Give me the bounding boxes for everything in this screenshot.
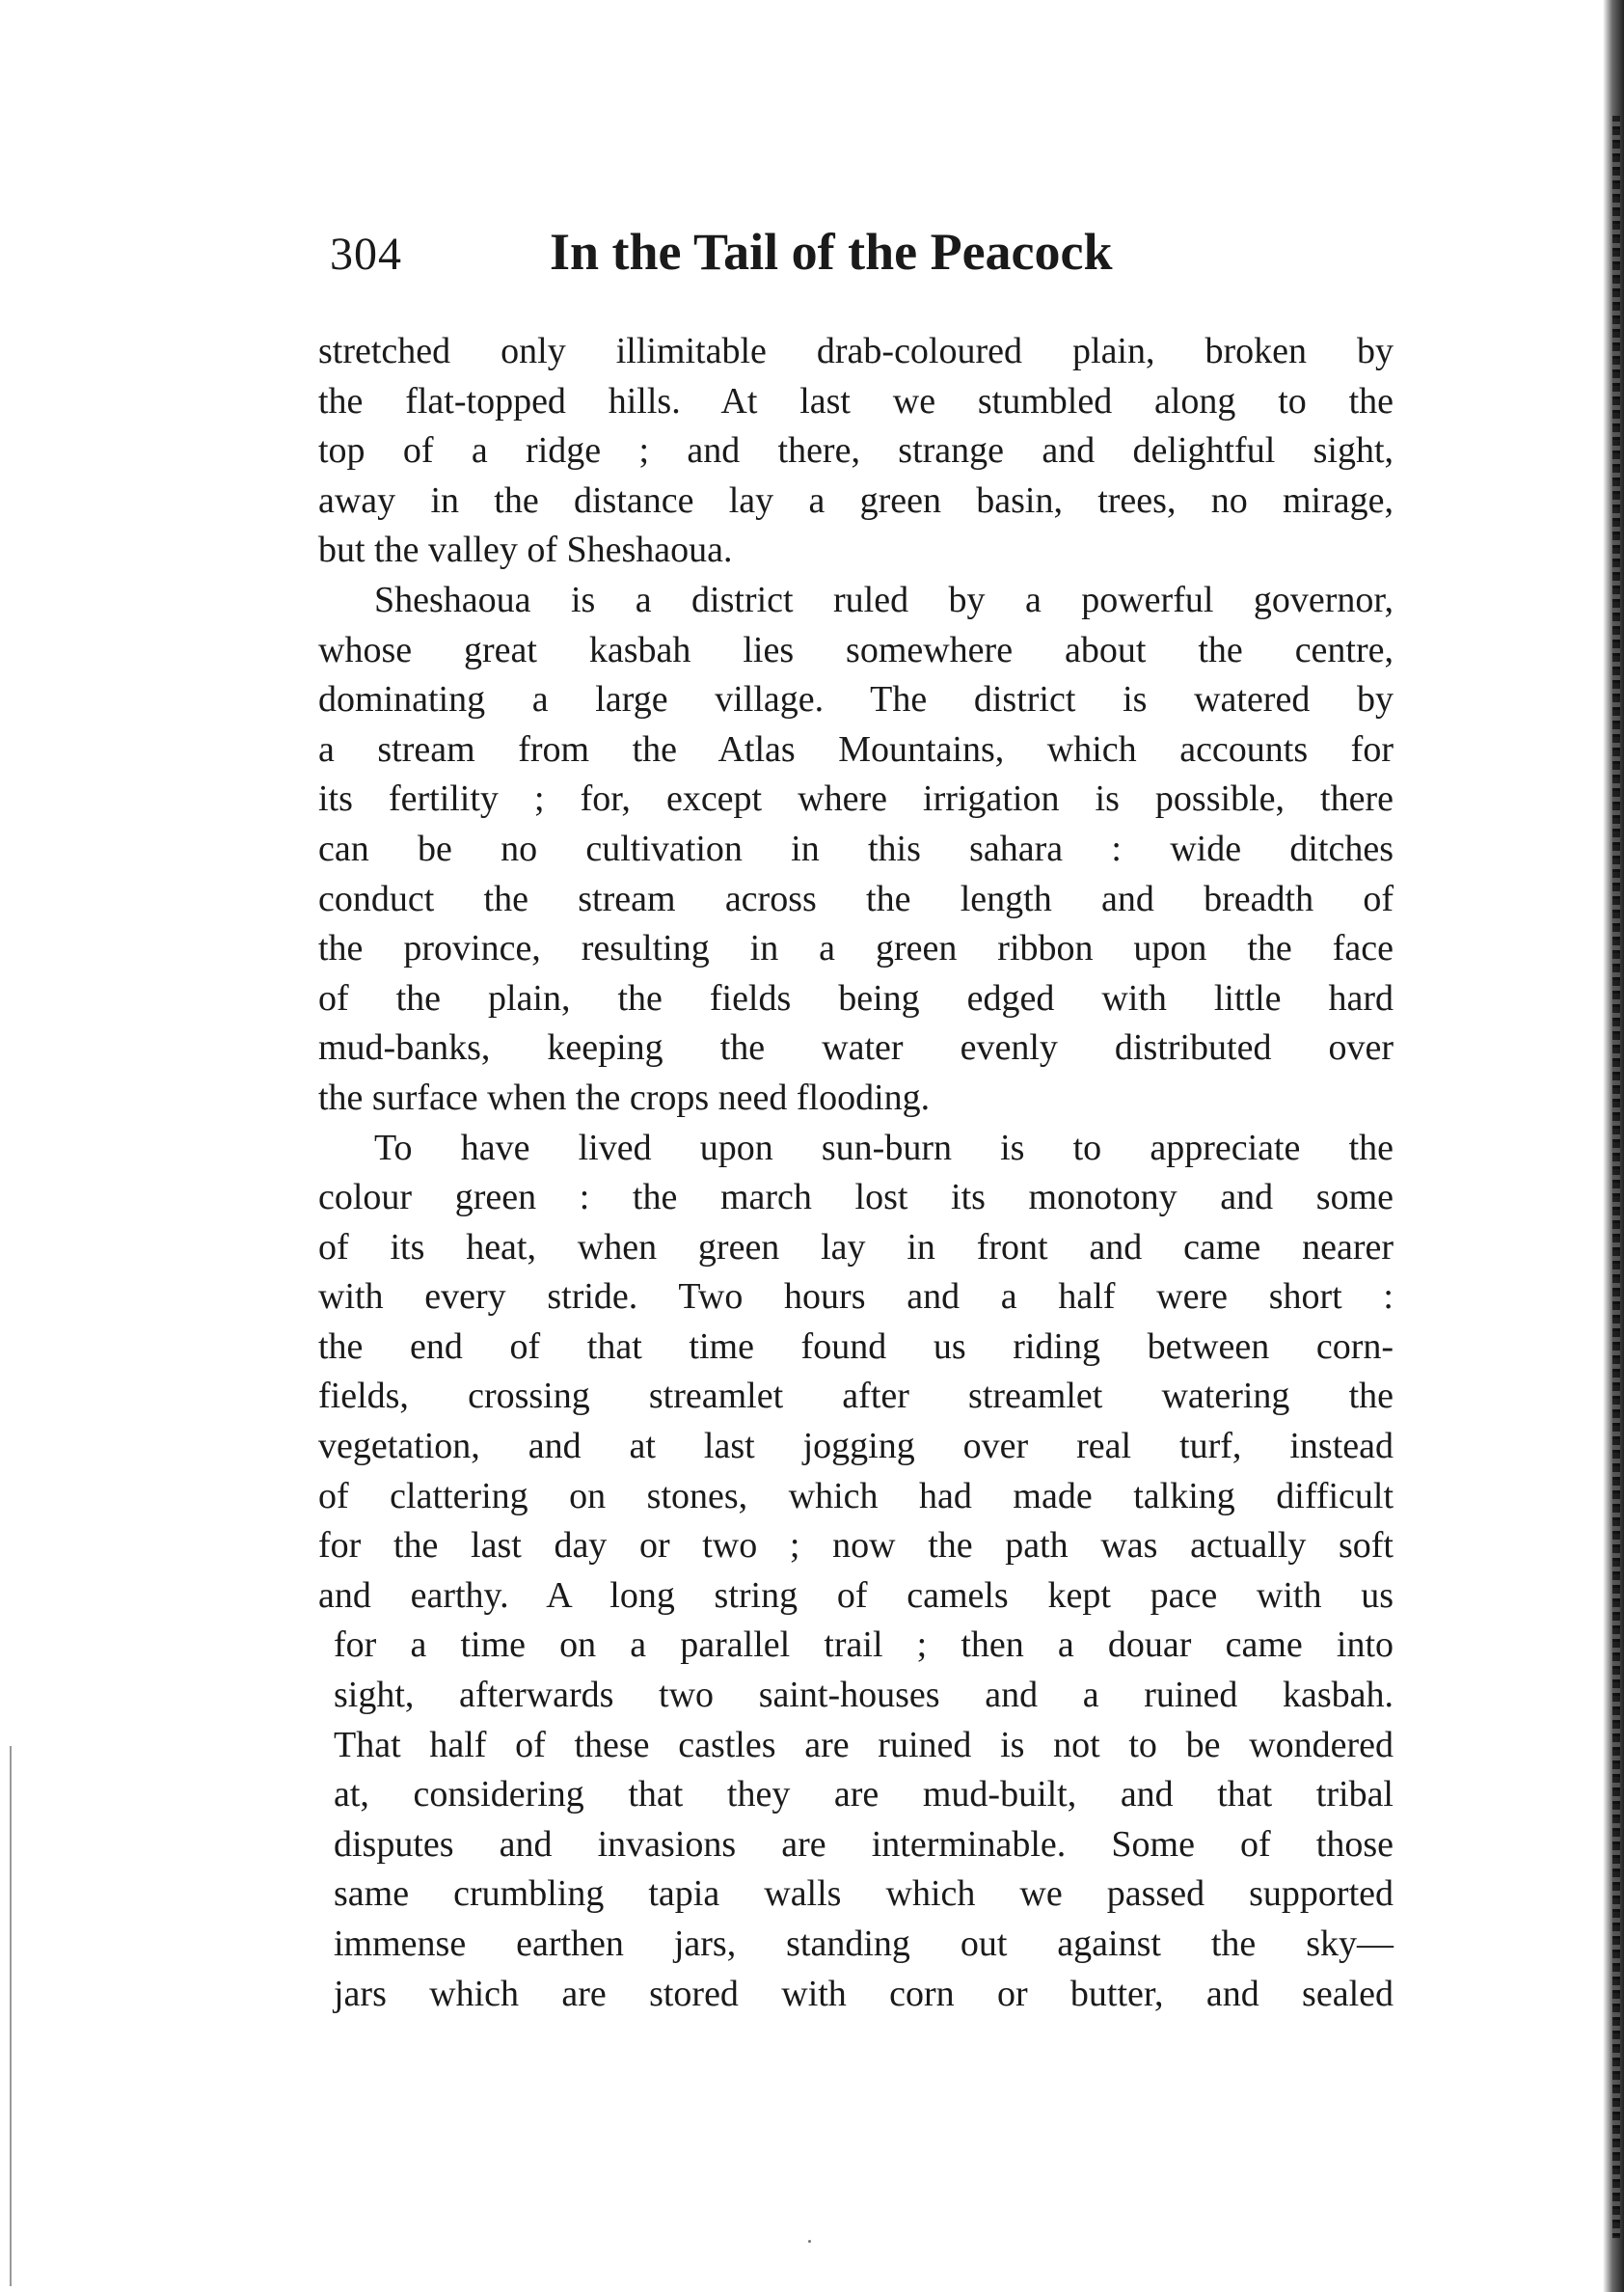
text-line: That half of these castles are ruined is not to be wondered: [334, 1724, 1394, 1765]
text-line: dominating a large village. The district is watered by: [318, 679, 1394, 721]
text-line: immense earthen jars, standing out against the sky—: [334, 1924, 1394, 1964]
text-line: its fertility ; for, except where irrigation is possible, there: [318, 778, 1394, 820]
text-line: for a time on a parallel trail ; then a douar came into: [334, 1624, 1394, 1666]
text-line: vegetation, and at last jogging over real turf, instead: [318, 1426, 1394, 1467]
text-line: with every stride. Two hours and a half were short :: [318, 1276, 1394, 1318]
text-line: sight, afterwards two saint-houses and a ruined kasbah.: [334, 1675, 1394, 1716]
text-line: disputes and invasions are interminable. Some of those: [334, 1823, 1394, 1865]
footer-mark: [808, 2240, 811, 2243]
text-line: of its heat, when green lay in front and came nearer: [318, 1226, 1394, 1268]
text-line: To have lived upon sun-burn is to appreciate the: [374, 1127, 1394, 1168]
text-line: the flat-topped hills. At last we stumbled along to the: [318, 380, 1394, 422]
text-line: colour green : the march lost its monotony and some: [318, 1177, 1394, 1218]
text-line: whose great kasbah lies somewhere about the centre,: [318, 629, 1394, 670]
text-line: the province, resulting in a green ribbon upon the face: [318, 928, 1394, 969]
text-line: the surface when the crops need flooding.: [318, 1077, 931, 1118]
text-line: away in the distance lay a green basin, trees, no mirage,: [318, 479, 1394, 521]
text-line: of the plain, the fields being edged with little hard: [318, 977, 1394, 1019]
running-title: In the Tail of the Peacock: [550, 223, 1113, 281]
text-line: but the valley of Sheshaoua.: [318, 530, 733, 571]
scan-edge-mark: [10, 1746, 12, 2286]
text-line: conduct the stream across the length and breadth of: [318, 878, 1394, 919]
text-line: top of a ridge ; and there, strange and delightful sight,: [318, 430, 1394, 472]
body-text: [318, 327, 1394, 2019]
text-line: jars which are stored with corn or butter, and sealed: [334, 1973, 1394, 2014]
text-line: can be no cultivation in this sahara : wide ditches: [318, 828, 1394, 869]
text-line: same crumbling tapia walls which we passed supported: [334, 1873, 1394, 1915]
text-line: fields, crossing streamlet after streamlet watering the: [318, 1376, 1394, 1417]
page-header: [318, 223, 1408, 295]
text-line: Sheshaoua is a district ruled by a powerful governor,: [374, 579, 1394, 620]
page-number: 304: [330, 229, 402, 280]
text-line: and earthy. A long string of camels kept pace with us: [318, 1574, 1394, 1616]
text-line: mud-banks, keeping the water evenly distributed over: [318, 1027, 1394, 1069]
binding-speckle: [1612, 116, 1620, 2238]
text-line: stretched only illimitable drab-coloured plain, broken by: [318, 331, 1394, 371]
text-line: the end of that time found us riding between corn-: [318, 1325, 1394, 1367]
text-line: for the last day or two ; now the path was actually soft: [318, 1525, 1394, 1567]
text-line: a stream from the Atlas Mountains, which accounts for: [318, 728, 1394, 770]
text-line: of clattering on stones, which had made talking difficult: [318, 1475, 1394, 1516]
text-line: at, considering that they are mud-built, and that tribal: [334, 1774, 1394, 1815]
